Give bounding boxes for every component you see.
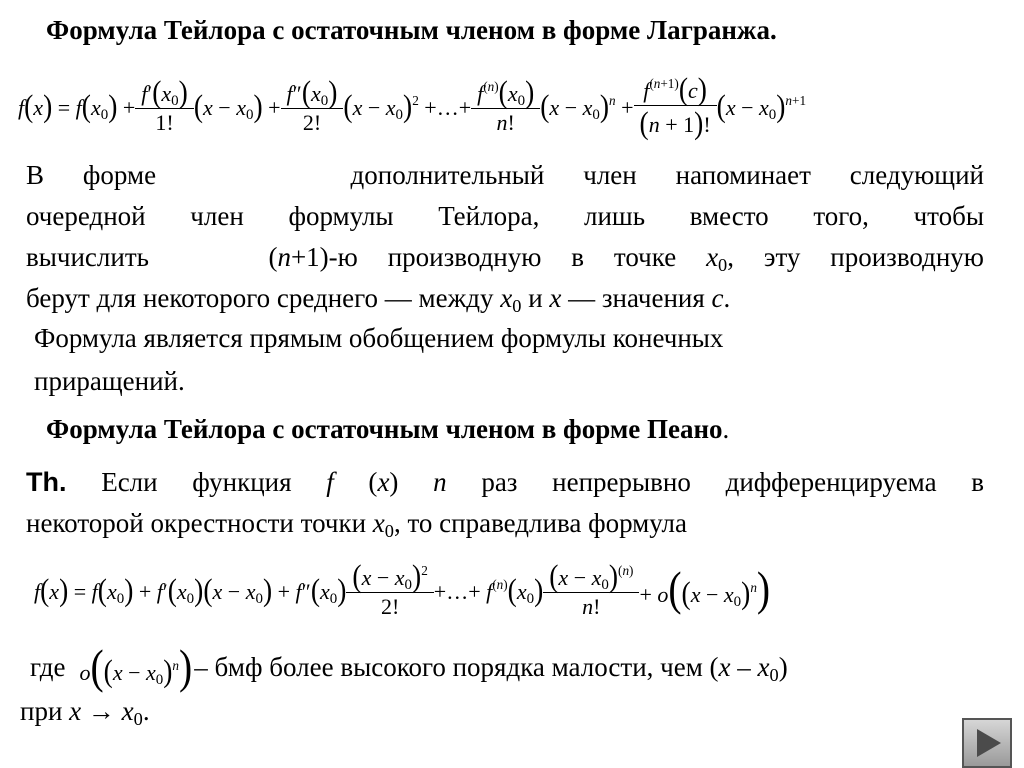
theorem-paragraph [26,462,984,544]
lagrange-paragraph [26,155,984,319]
o-small-expression: $o((x - x_0)^n)$ [79,640,193,694]
generalization-line1: Формула является прямым обобщением формулы конечных [34,323,724,353]
paragraph-line: вычислить (n+1)-ю производную в точке $x_0$, эту производную [26,242,984,276]
theorem-line: некоторой окрестности точки $x_0$, то справедлива формула [26,508,688,542]
limit-line: при $x \to x_0$. [20,696,150,730]
peano-title-text: Формула Тейлора с остаточным членом в форме Пеано [46,414,723,444]
peano-formula: $f(x) = f(x_0) + f'(x_0)(x - x_0) + f''(x_0)$ $\frac{(x - x_0)^2}{2!}$ +…+ $f^{(n)}(x_0)$ $\frac{(x - x_0)^{(n)}}{n!}$ + $o((x - x_0)^n)$ [34,557,771,620]
theorem-label: Th. [26,467,67,497]
generalization-line2: приращений. [34,366,185,396]
where-tail: – бмф более высокого порядка малости, чем $(x - x_0)$ [194,652,788,686]
paragraph-line: В форме дополнительный член напоминает следующий [26,160,984,190]
peano-title [46,414,729,445]
next-slide-arrow-icon [964,720,1010,766]
lagrange-title: Формула Тейлора с остаточным членом в форме Лагранжа. [46,15,777,45]
peano-title-dot: . [722,414,730,444]
paragraph-line: очередной член формулы Тейлора, лишь вместо того, чтобы [26,201,984,231]
where-line [30,640,788,694]
paragraph-line: берут для некоторого среднего — между $x_0$ и x — значения c. [26,283,731,317]
where-word: где [30,652,66,683]
lagrange-formula: $f(x) = f(x_0)$ + $\frac{f'(x_0)}{1!}$ $(x - x_0)$ + $\frac{f''(x_0)}{2!}$ $(x - x_0)^2$ +…+ $\frac{f^{(n)}(x_0)}{n!}$ $(x - x_0)^n$ + $\frac{f^{(n+1)}(c)}{(n + 1)!}$ $(x - x_0)^{n+1}$ [18,70,807,141]
next-slide-button[interactable] [962,718,1012,768]
theorem-line: Th. Если функция f (x) n раз непрерывно дифференцируема в [26,467,985,497]
